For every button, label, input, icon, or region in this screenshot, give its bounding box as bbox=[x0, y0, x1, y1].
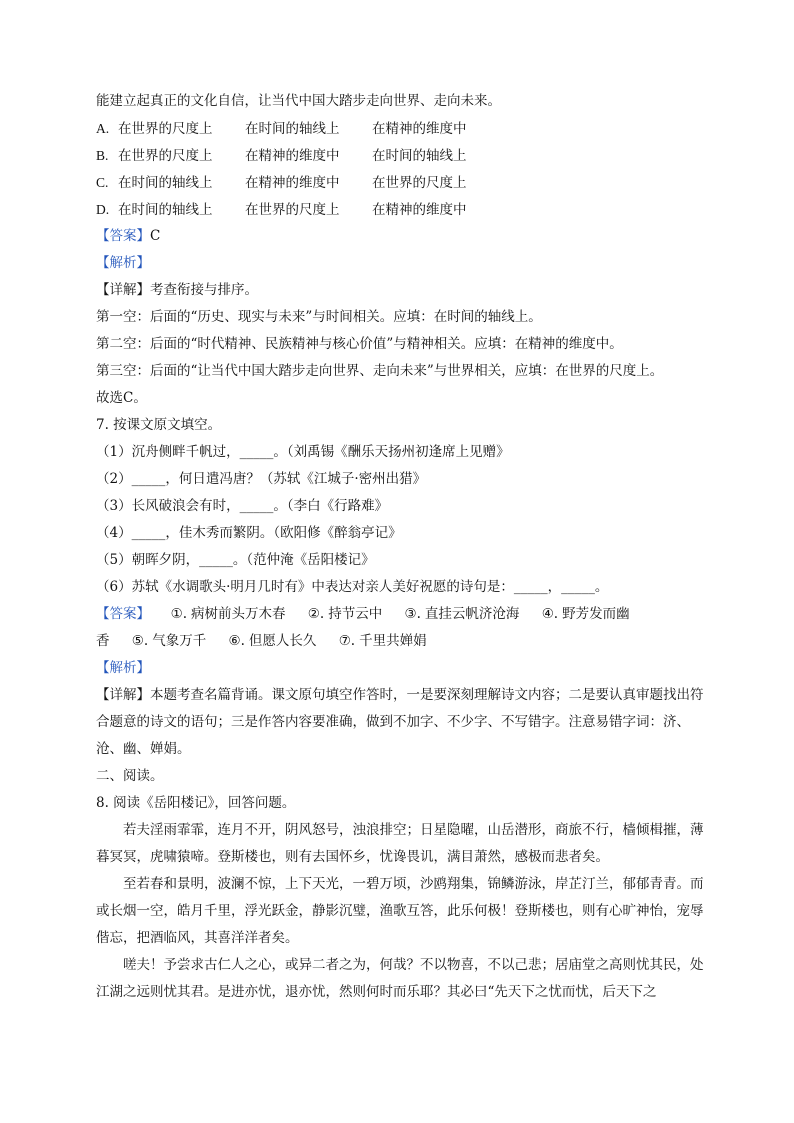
answer-item bbox=[405, 601, 520, 628]
option-col: 在世界的尺度上 bbox=[118, 148, 213, 164]
answer-text: 香 bbox=[96, 633, 110, 649]
option-letter: B. bbox=[96, 148, 109, 163]
option-a bbox=[96, 115, 704, 142]
q7-answer-line bbox=[96, 628, 704, 655]
intro-line: 能建立起真正的文化自信，让当代中国大踏步走向世界、走向未来。 bbox=[96, 93, 501, 109]
answer-num: ⑤. bbox=[131, 633, 149, 649]
q7-item: （3）长风破浪会有时，_____。（李白《行路难》 bbox=[96, 498, 389, 514]
answer-item bbox=[229, 628, 317, 655]
q6-options bbox=[96, 115, 704, 223]
answer-num: ⑥. bbox=[228, 633, 245, 649]
detail-text: 本题考查名篇背诵。课文原句填空作答时，一是要深刻理解诗文内容；二是要认真审题找出符合题意的诗文的语句；三是作答内容要准确，做到不加字、不少字、不写错字。注意易错字词：济、沧、幽、婵娟。 bbox=[96, 687, 704, 757]
answer-text: 千里共婵娟 bbox=[359, 633, 427, 649]
answer-num: ③. bbox=[404, 606, 421, 622]
option-col: 在精神的维度中 bbox=[372, 202, 467, 218]
answer-text: 持节云中 bbox=[328, 606, 383, 622]
q6-explain-line: 第二空：后面的“时代精神、民族精神与核心价值”与精神相关。应填：在精神的维度中。 bbox=[96, 336, 623, 352]
answer-tag: 【答案】 bbox=[96, 606, 150, 622]
option-col: 在时间的轴线上 bbox=[118, 202, 213, 218]
answer-item bbox=[96, 628, 110, 655]
answer-text: 但愿人长久 bbox=[248, 633, 317, 649]
answer-num: ④. bbox=[541, 606, 559, 622]
answer-item bbox=[132, 628, 206, 655]
q7-title: 7. 按课文原文填空。 bbox=[96, 417, 222, 433]
answer-item bbox=[339, 628, 427, 655]
analysis-tag: 【解析】 bbox=[96, 660, 150, 676]
option-col: 在时间的轴线上 bbox=[372, 148, 467, 164]
answer-text: 直挂云帆济沧海 bbox=[424, 606, 520, 622]
section-heading: 二、阅读。 bbox=[96, 768, 164, 784]
q6-explain-line: 第三空：后面的“让当代中国大踏步走向世界、走向未来”与世界相关，应填：在世界的尺度上。 bbox=[96, 363, 664, 379]
q6-conclusion: 故选C。 bbox=[96, 390, 147, 406]
detail-tag: 【详解】 bbox=[96, 687, 150, 703]
answer-num: ②. bbox=[307, 606, 325, 622]
q6-analysis bbox=[96, 250, 704, 277]
q6-detail bbox=[96, 277, 704, 304]
option-b bbox=[96, 142, 704, 169]
answer-text: 病树前头万木春 bbox=[191, 606, 286, 622]
answer-item bbox=[542, 601, 630, 628]
option-col: 在精神的维度中 bbox=[245, 148, 340, 164]
detail-text: 考查衔接与排序。 bbox=[150, 282, 258, 298]
passage-paragraph: 嗟夫！予尝求古仁人之心，或异二者之为，何哉？不以物喜，不以己悲；居庙堂之高则忧其民，处江湖之远则忧其君。是进亦忧，退亦忧，然则何时而乐耶？其必曰“先天下之忧而忧，后天下之 bbox=[96, 957, 704, 1000]
document-page bbox=[96, 88, 704, 1006]
detail-tag: 【详解】 bbox=[96, 282, 150, 298]
q6-explain-line: 第一空：后面的“历史、现实与未来”与时间相关。应填：在时间的轴线上。 bbox=[96, 309, 542, 325]
analysis-tag: 【解析】 bbox=[96, 255, 150, 271]
answer-value: C bbox=[150, 228, 161, 244]
option-c bbox=[96, 169, 704, 196]
answer-tag: 【答案】 bbox=[96, 228, 150, 244]
q7-answer-line bbox=[96, 601, 704, 628]
answer-num: ①. bbox=[170, 606, 187, 622]
passage-paragraph: 若夫淫雨霏霏，连月不开，阴风怒号，浊浪排空；日星隐曜，山岳潜形，商旅不行，樯倾楫摧，薄暮冥冥，虎啸猿啼。登斯楼也，则有去国怀乡，忧谗畏讥，满目萧然，感极而悲者矣。 bbox=[96, 822, 704, 865]
q7-item: （5）朝晖夕阴，_____。（范仲淹《岳阳楼记》 bbox=[96, 552, 375, 568]
option-col: 在世界的尺度上 bbox=[245, 202, 340, 218]
option-letter: C. bbox=[96, 175, 109, 190]
q7-item: （4）_____，佳木秀而繁阴。（欧阳修《醉翁亭记》 bbox=[96, 525, 402, 541]
option-col: 在精神的维度中 bbox=[372, 121, 467, 137]
option-col: 在精神的维度中 bbox=[245, 175, 340, 191]
passage-paragraph: 至若春和景明，波澜不惊，上下天光，一碧万顷，沙鸥翔集，锦鳞游泳，岸芷汀兰，郁郁青青。而或长烟一空，皓月千里，浮光跃金，静影沉璧，渔歌互答，此乐何极！登斯楼也，则有心旷神怡，宠辱偕忘，把酒临风，其喜洋洋者矣。 bbox=[96, 876, 704, 946]
option-col: 在时间的轴线上 bbox=[118, 175, 213, 191]
answer-item bbox=[308, 601, 382, 628]
q6-answer bbox=[96, 223, 704, 250]
q7-item: （1）沉舟侧畔千帆过，_____。（刘禹锡《酬乐天扬州初逢席上见赠》 bbox=[96, 444, 510, 460]
option-letter: A. bbox=[96, 121, 110, 136]
answer-num: ⑦. bbox=[338, 633, 356, 649]
option-col: 在世界的尺度上 bbox=[118, 121, 213, 137]
option-d bbox=[96, 196, 704, 223]
answer-text: 气象万千 bbox=[152, 633, 207, 649]
q7-item: （6）苏轼《水调歌头·明月几时有》中表达对亲人美好祝愿的诗句是：_____，_____。 bbox=[96, 579, 609, 595]
q7-detail bbox=[96, 682, 704, 763]
q8-title: 8. 阅读《岳阳楼记》，回答问题。 bbox=[96, 795, 296, 811]
option-col: 在世界的尺度上 bbox=[372, 175, 467, 191]
option-letter: D. bbox=[96, 202, 110, 217]
answer-text: 野芳发而幽 bbox=[562, 606, 630, 622]
q7-item: （2）_____，何日遣冯唐？（苏轼《江城子·密州出猎》 bbox=[96, 471, 427, 487]
option-col: 在时间的轴线上 bbox=[245, 121, 340, 137]
q7-analysis bbox=[96, 655, 704, 682]
answer-item bbox=[171, 601, 286, 628]
